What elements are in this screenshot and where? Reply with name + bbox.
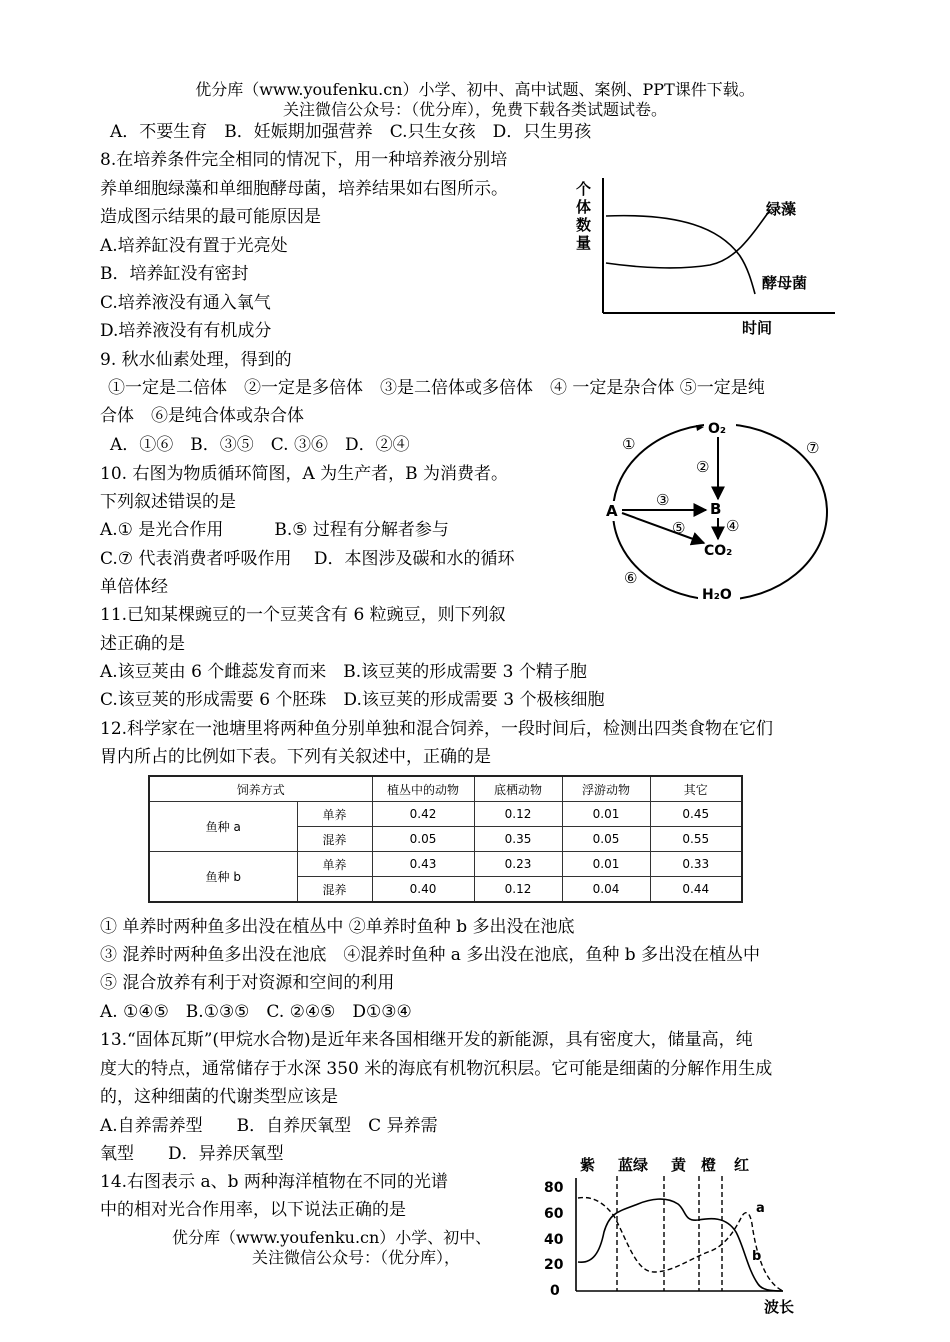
q8-ylabel-1: 个 [576, 180, 592, 198]
q9-statements-1: ①一定是二倍体 ②一定是多倍体 ③是二倍体或多倍体 ④ 一定是杂合体 ⑤一定是纯 [108, 378, 765, 398]
q12-statements-3: ⑤ 混合放养有利于对资源和空间的利用 [100, 973, 395, 993]
q14-band-orange: 橙 [701, 1156, 717, 1174]
q8-option-a: A.培养缸没有置于光亮处 [100, 236, 288, 256]
q12-cell: 0.12 [474, 802, 562, 827]
q12-stem-2: 胃内所占的比例如下表。下列有关叙述中，正确的是 [100, 747, 491, 767]
q10-o2-label: O₂ [708, 421, 727, 437]
q10-cycle-diagram [600, 415, 840, 610]
q8-growth-chart [570, 168, 850, 338]
q12-options: A. ①④⑤ B.①③⑤ C. ②④⑤ D①③④ [100, 1002, 412, 1022]
q12-stem-1: 12.科学家在一池塘里将两种鱼分别单独和混合饲养，一段时间后，检测出四类食物在它们 [100, 719, 774, 739]
q12-cell: 0.45 [650, 802, 742, 827]
q10-num-7: ⑦ [806, 439, 820, 457]
q12-header-plant-animals: 植丛中的动物 [372, 776, 474, 802]
q13-stem-1: 13.“固体瓦斯”(甲烷水合物)是近年来各国相继开发的新能源，具有密度大，储量高，纯 [100, 1030, 753, 1050]
header-line-2: 关注微信公众号：（优分库），免费下载各类试题试卷。 [282, 100, 667, 119]
q9-options: A．①⑥ B．③⑤ C. ③⑥ D．②④ [110, 435, 410, 455]
q12-mixed-label: 混养 [297, 827, 372, 852]
q8-xlabel: 时间 [742, 319, 773, 337]
q14-label-b: b [752, 1249, 762, 1264]
q12-table [148, 775, 743, 903]
q9-stem: 9. 秋水仙素处理，得到的 [100, 350, 292, 370]
q12-cell: 0.55 [650, 827, 742, 852]
q12-cell: 0.01 [562, 852, 650, 877]
q12-statements-2: ③ 混养时两种鱼多出没在池底 ④混养时鱼种 a 多出没在池底，鱼种 b 多出没在植丛中 [100, 945, 761, 965]
q12-header-benthic: 底栖动物 [474, 776, 562, 802]
q14-curve-b [578, 1198, 783, 1291]
q8-stem-1: 8.在培养条件完全相同的情况下，用一种培养液分别培 [100, 150, 508, 170]
q12-cell: 0.01 [562, 802, 650, 827]
q8-algae-label: 绿藻 [766, 200, 797, 218]
q13-stem-2: 度大的特点，通常储存于水深 350 米的海底有机物沉积层。它可能是细菌的分解作用生成 [100, 1059, 773, 1079]
q8-option-c: C.培养液没有通入氧气 [100, 293, 271, 313]
q10-stem-2: 下列叙述错误的是 [100, 492, 236, 512]
q12-cell: 0.05 [372, 827, 474, 852]
q12-header-plankton: 浮游动物 [562, 776, 650, 802]
q10-stem-1: 10. 右图为物质循环简图，A 为生产者，B 为消费者。 [100, 464, 509, 484]
q12-cell: 0.35 [474, 827, 562, 852]
q12-cell: 0.33 [650, 852, 742, 877]
q12-statements-1: ① 单养时两种鱼多出没在植丛中 ②单养时鱼种 b 多出没在池底 [100, 917, 575, 937]
table-row [149, 852, 742, 877]
q8-option-b: B．培养缸没有密封 [100, 264, 249, 284]
q14-curve-a [578, 1199, 783, 1291]
table-row [149, 802, 742, 827]
q8-stem-2: 养单细胞绿藻和单细胞酵母菌，培养结果如右图所示。 [100, 179, 508, 199]
q14-band-bluegreen: 蓝绿 [618, 1156, 649, 1174]
q14-band-violet: 紫 [580, 1156, 596, 1174]
q12-header-method: 饲养方式 [149, 776, 372, 802]
q12-cell: 0.23 [474, 852, 562, 877]
q10-arrow-5 [622, 513, 704, 543]
q10-num-1: ① [622, 435, 636, 453]
q10-num-6: ⑥ [624, 569, 638, 587]
q12-cell: 0.44 [650, 877, 742, 903]
q14-stem-1: 14.右图表示 a、b 两种海洋植物在不同的光谱 [100, 1172, 448, 1192]
q14-ytick-80: 80 [544, 1180, 564, 1196]
q14-band-yellow: 黄 [671, 1156, 687, 1174]
q14-band-red: 红 [734, 1156, 750, 1174]
q12-single-label: 单养 [297, 802, 372, 827]
q14-ytick-0: 0 [550, 1283, 560, 1299]
q12-header-other: 其它 [650, 776, 742, 802]
q8-ylabel-2: 体 [576, 198, 592, 216]
q14-ytick-40: 40 [544, 1232, 564, 1248]
q8-algae-curve [606, 210, 770, 268]
q10-options-ab: A.① 是光合作用 B.⑤ 过程有分解者参与 [100, 520, 449, 540]
q10-b-label: B [710, 500, 722, 518]
q13-options-1: A.自养需养型 B．自养厌氧型 C 异养需 [100, 1116, 438, 1136]
q11-stem-2: 述正确的是 [100, 634, 185, 654]
q12-single-label: 单养 [297, 852, 372, 877]
q14-stem-2: 中的相对光合作用率，以下说法正确的是 [100, 1200, 406, 1220]
q10-num-5: ⑤ [672, 519, 686, 537]
q10-a-label: A [606, 502, 618, 520]
footer-line-1: 优分库（www.youfenku.cn）小学、初中、 [172, 1228, 492, 1247]
q8-ylabel-3: 数 [576, 216, 592, 234]
q12-fish-b: 鱼种 b [149, 852, 297, 903]
q12-cell: 0.42 [372, 802, 474, 827]
q8-option-d: D.培养液没有有机成分 [100, 321, 272, 341]
footer-line-2: 关注微信公众号：（优分库）， [252, 1248, 461, 1267]
header-line-1: 优分库（www.youfenku.cn）小学、初中、高中试题、案例、PPT课件下载。 [195, 80, 755, 99]
q12-cell: 0.43 [372, 852, 474, 877]
q11-options-cd: C.该豆荚的形成需要 6 个胚珠 D.该豆荚的形成需要 3 个极核细胞 [100, 690, 605, 710]
q12-mixed-label: 混养 [297, 877, 372, 903]
q10-options-cd: C.⑦ 代表消费者呼吸作用 D．本图涉及碳和水的循环 [100, 549, 515, 569]
q10-num-3: ③ [656, 491, 670, 509]
q11-stem-1: 11.已知某棵豌豆的一个豆荚含有 6 粒豌豆，则下列叙 [100, 605, 506, 625]
q12-table-header-row [149, 776, 742, 802]
q8-ylabel-4: 量 [576, 234, 592, 252]
q12-cell: 0.12 [474, 877, 562, 903]
q10-co2-label: CO₂ [704, 543, 733, 559]
q14-xlabel: 波长 [764, 1298, 795, 1316]
q10-num-2: ② [696, 458, 710, 476]
q14-ytick-60: 60 [544, 1206, 564, 1222]
q11-options-ab: A.该豆荚由 6 个雌蕊发育而来 B.该豆荚的形成需要 3 个精子胞 [100, 662, 587, 682]
q9-statements-2: 合体 ⑥是纯合体或杂合体 [100, 406, 304, 426]
q8-yeast-label: 酵母菌 [762, 274, 808, 292]
q12-fish-a: 鱼种 a [149, 802, 297, 852]
q13-stem-3: 的，这种细菌的代谢类型应该是 [100, 1087, 338, 1107]
q8-stem-3: 造成图示结果的最可能原因是 [100, 207, 321, 227]
q14-ytick-20: 20 [544, 1257, 564, 1273]
q12-cell: 0.05 [562, 827, 650, 852]
q7-options: A．不要生育 B．妊娠期加强营养 C.只生女孩 D．只生男孩 [110, 122, 592, 142]
q10-num-4: ④ [726, 517, 740, 535]
q10-tail: 单倍体经 [100, 577, 168, 597]
q10-h2o-label: H₂O [702, 587, 732, 603]
q13-options-2: 氧型 D．异养厌氧型 [100, 1144, 284, 1164]
q12-cell: 0.40 [372, 877, 474, 903]
q14-label-a: a [756, 1201, 765, 1216]
q12-cell: 0.04 [562, 877, 650, 903]
q14-spectrum-chart [538, 1152, 808, 1317]
